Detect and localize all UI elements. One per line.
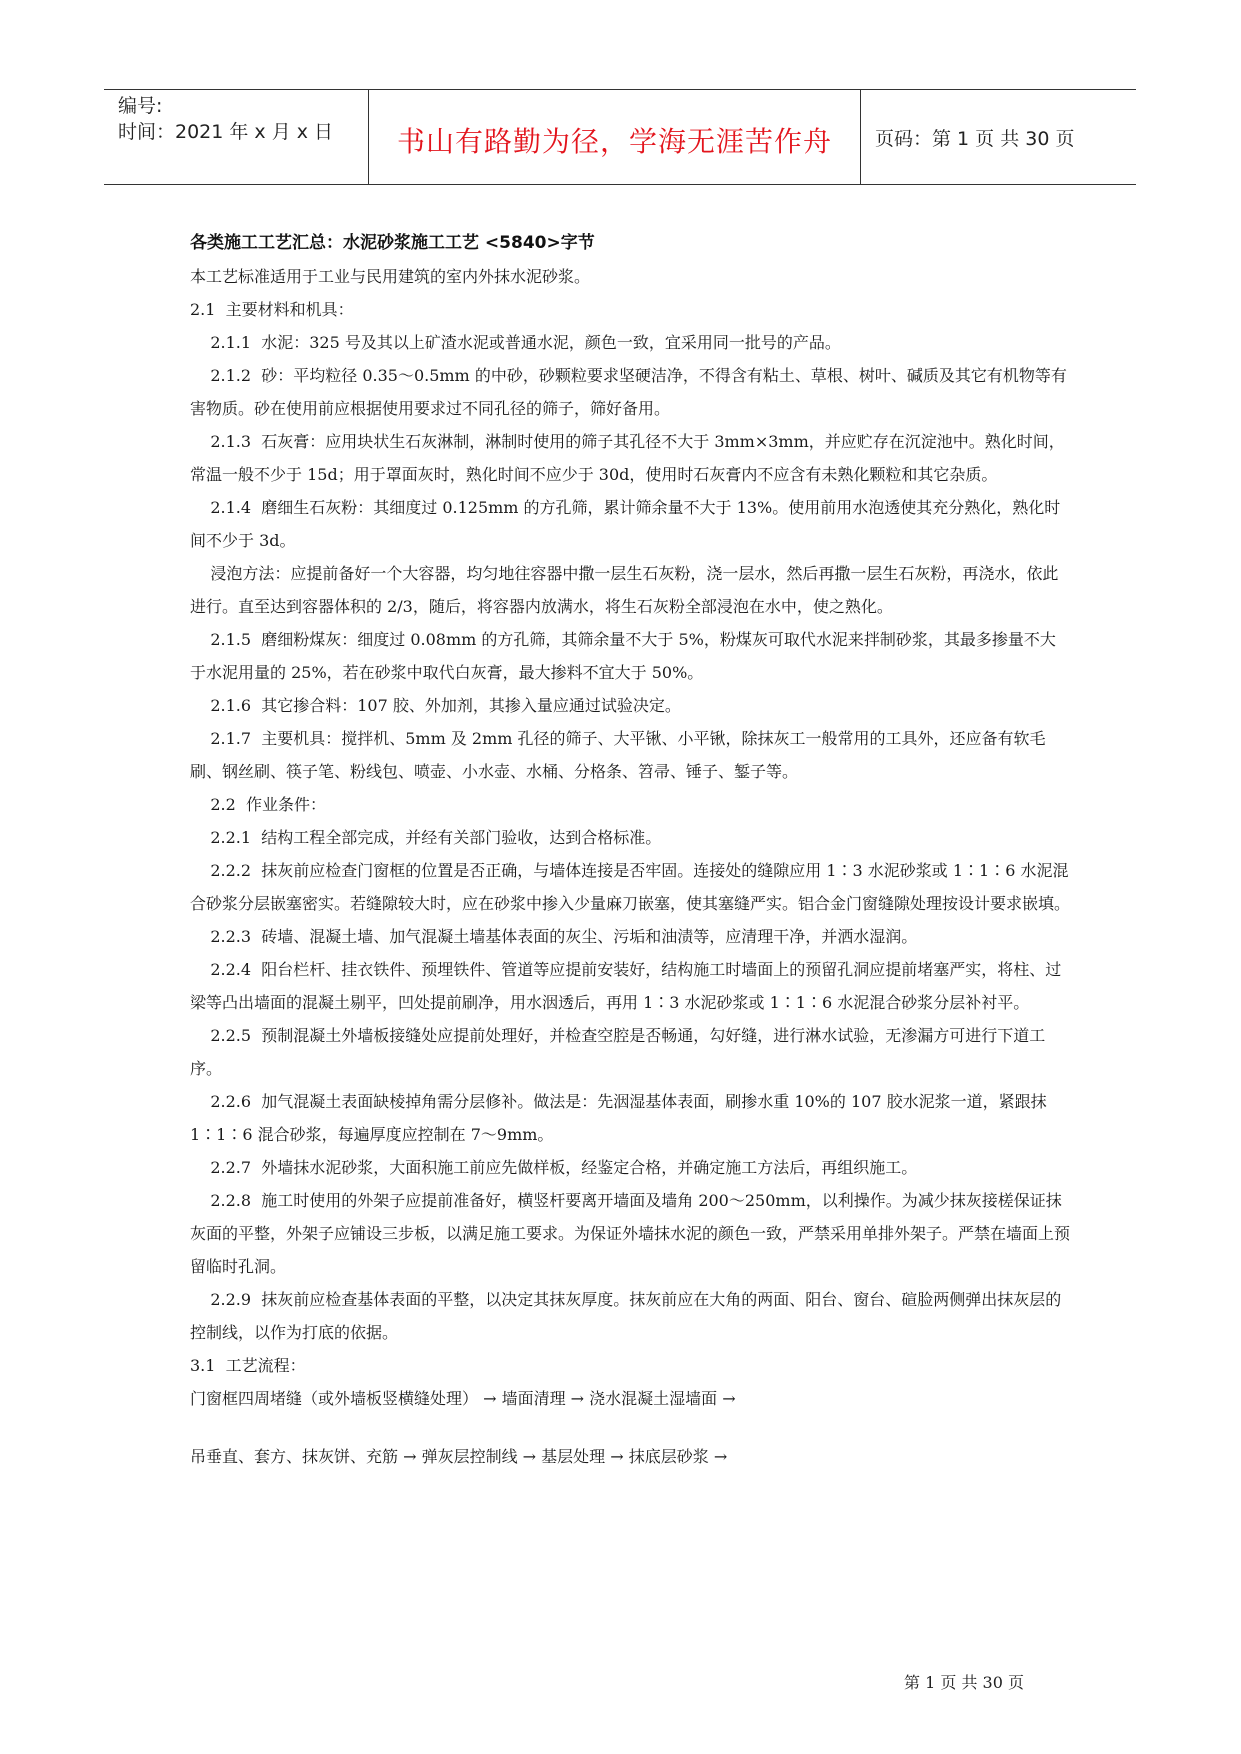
paragraph: 2.2.7 外墙抹水泥砂浆，大面积施工前应先做样板，经鉴定合格，并确定施工方法后，再组织施工。	[190, 1158, 918, 1177]
paragraph: 2.1.4 磨细生石灰粉：其细度过 0.125mm 的方孔筛，累计筛余量不大于 13%。使用前用水泡透使其充分熟化，熟化时间不少于 3d。	[190, 498, 1061, 550]
header-table	[104, 89, 1136, 185]
paragraph: 2.1.2 砂：平均粒径 0.35～0.5mm 的中砂，砂颗粒要求坚硬洁净，不得含有粘土、草根、树叶、碱质及其它有机物等有害物质。砂在使用前应根据使用要求过不同孔径的筛子，筛好备用。	[190, 366, 1067, 418]
header-right-cell	[861, 90, 1136, 184]
paragraph-list	[190, 260, 1070, 1382]
paragraph: 2.1.6 其它掺合料：107 胶、外加剂，其掺入量应通过试验决定。	[190, 696, 681, 715]
header-middle-cell	[369, 90, 861, 184]
paragraph: 2.2.3 砖墙、混凝土墙、加气混凝土墙基体表面的灰尘、污垢和油渍等，应清理干净，并洒水湿润。	[190, 927, 918, 946]
paragraph: 2.1.1 水泥：325 号及其以上矿渣水泥或普通水泥，颜色一致，宜采用同一批号的产品。	[190, 333, 841, 352]
paragraph: 2.1.3 石灰膏：应用块状生石灰淋制，淋制时使用的筛子其孔径不大于 3mm×3mm，并应贮存在沉淀池中。熟化时间，常温一般不少于 15d；用于罩面灰时，熟化时间不应少于 30d，使用时石灰膏内不应含有未熟化颗粒和其它杂质。	[190, 432, 1065, 484]
paragraph: 2.2.5 预制混凝土外墙板接缝处应提前处理好，并检查空腔是否畅通，勾好缝，进行淋水试验，无渗漏方可进行下道工序。	[190, 1026, 1046, 1078]
paragraph: 2.2.1 结构工程全部完成，并经有关部门验收，达到合格标准。	[190, 828, 662, 847]
process-flow-line-2: 吊垂直、套方、抹灰饼、充筋 → 弹灰层控制线 → 基层处理 → 抹底层砂浆 →	[190, 1447, 728, 1466]
header-left-cell	[104, 90, 369, 184]
page-footer: 第 1 页 共 30 页	[904, 1673, 1024, 1692]
paragraph: 2.1.5 磨细粉煤灰：细度过 0.08mm 的方孔筛，其筛余量不大于 5%，粉煤灰可取代水泥来拌制砂浆，其最多掺量不大于水泥用量的 25%，若在砂浆中取代白灰膏，最大掺料不宜大于 50%。	[190, 630, 1056, 682]
document-body	[190, 228, 1070, 1473]
header-motto: 书山有路勤为径，学海无涯苦作舟	[396, 125, 832, 158]
document-number-label: 编号:	[118, 95, 163, 117]
paragraph: 3.1 工艺流程：	[190, 1356, 306, 1375]
paragraph: 浸泡方法：应提前备好一个大容器，均匀地往容器中撒一层生石灰粉，浇一层水，然后再撒一层生石灰粉，再浇水，依此进行。直至达到容器体积的 2/3，随后，将容器内放满水，将生石灰粉全部浸泡在水中，使之熟化。	[190, 564, 1059, 616]
header-page-info: 页码：第 1 页 共 30 页	[875, 128, 1075, 150]
paragraph: 2.2.6 加气混凝土表面缺棱掉角需分层修补。做法是：先洇湿基体表面，刷掺水重 10%的 107 胶水泥浆一道，紧跟抹 1∶1∶6 混合砂浆，每遍厚度应控制在 7～9mm。	[190, 1092, 1052, 1144]
document-title: 各类施工工艺汇总：水泥砂浆施工工艺 <5840>字节	[190, 233, 595, 253]
process-flow-line-1: 门窗框四周堵缝（或外墙板竖横缝处理） → 墙面清理 → 浇水混凝土湿墙面 →	[190, 1389, 736, 1408]
paragraph: 本工艺标准适用于工业与民用建筑的室内外抹水泥砂浆。	[190, 267, 591, 286]
paragraph: 2.2.4 阳台栏杆、挂衣铁件、预埋铁件、管道等应提前安装好，结构施工时墙面上的预留孔洞应提前堵塞严实，将柱、过梁等凸出墙面的混凝土剔平，凹处提前刷净，用水洇透后，再用 1∶3 水泥砂浆或 1∶1∶6 水泥混合砂浆分层补衬平。	[190, 960, 1062, 1012]
paragraph: 2.2 作业条件：	[190, 795, 326, 814]
paragraph: 2.2.2 抹灰前应检查门窗框的位置是否正确，与墙体连接是否牢固。连接处的缝隙应用 1∶3 水泥砂浆或 1∶1∶6 水泥混合砂浆分层嵌塞密实。若缝隙较大时，应在砂浆中掺入少量麻刀嵌塞，使其塞缝严实。铝合金门窗缝隙处理按设计要求嵌填。	[190, 861, 1071, 913]
paragraph: 2.2.9 抹灰前应检查基体表面的平整，以决定其抹灰厚度。抹灰前应在大角的两面、阳台、窗台、碹脸两侧弹出抹灰层的控制线，以作为打底的依据。	[190, 1290, 1062, 1342]
paragraph: 2.1.7 主要机具：搅拌机、5mm 及 2mm 孔径的筛子、大平锹、小平锹，除抹灰工一般常用的工具外，还应备有软毛刷、钢丝刷、筷子笔、粉线包、喷壶、小水壶、水桶、分格条、笤帚、锤子、錾子等。	[190, 729, 1046, 781]
paragraph: 2.1 主要材料和机具：	[190, 300, 354, 319]
paragraph: 2.2.8 施工时使用的外架子应提前准备好，横竖杆要离开墙面及墙角 200～250mm，以利操作。为减少抹灰接槎保证抹灰面的平整，外架子应铺设三步板，以满足施工要求。为保证外墙抹水泥的颜色一致，严禁采用单排外架子。严禁在墙面上预留临时孔洞。	[190, 1191, 1071, 1276]
document-time-label: 时间：2021 年 x 月 x 日	[118, 121, 334, 143]
